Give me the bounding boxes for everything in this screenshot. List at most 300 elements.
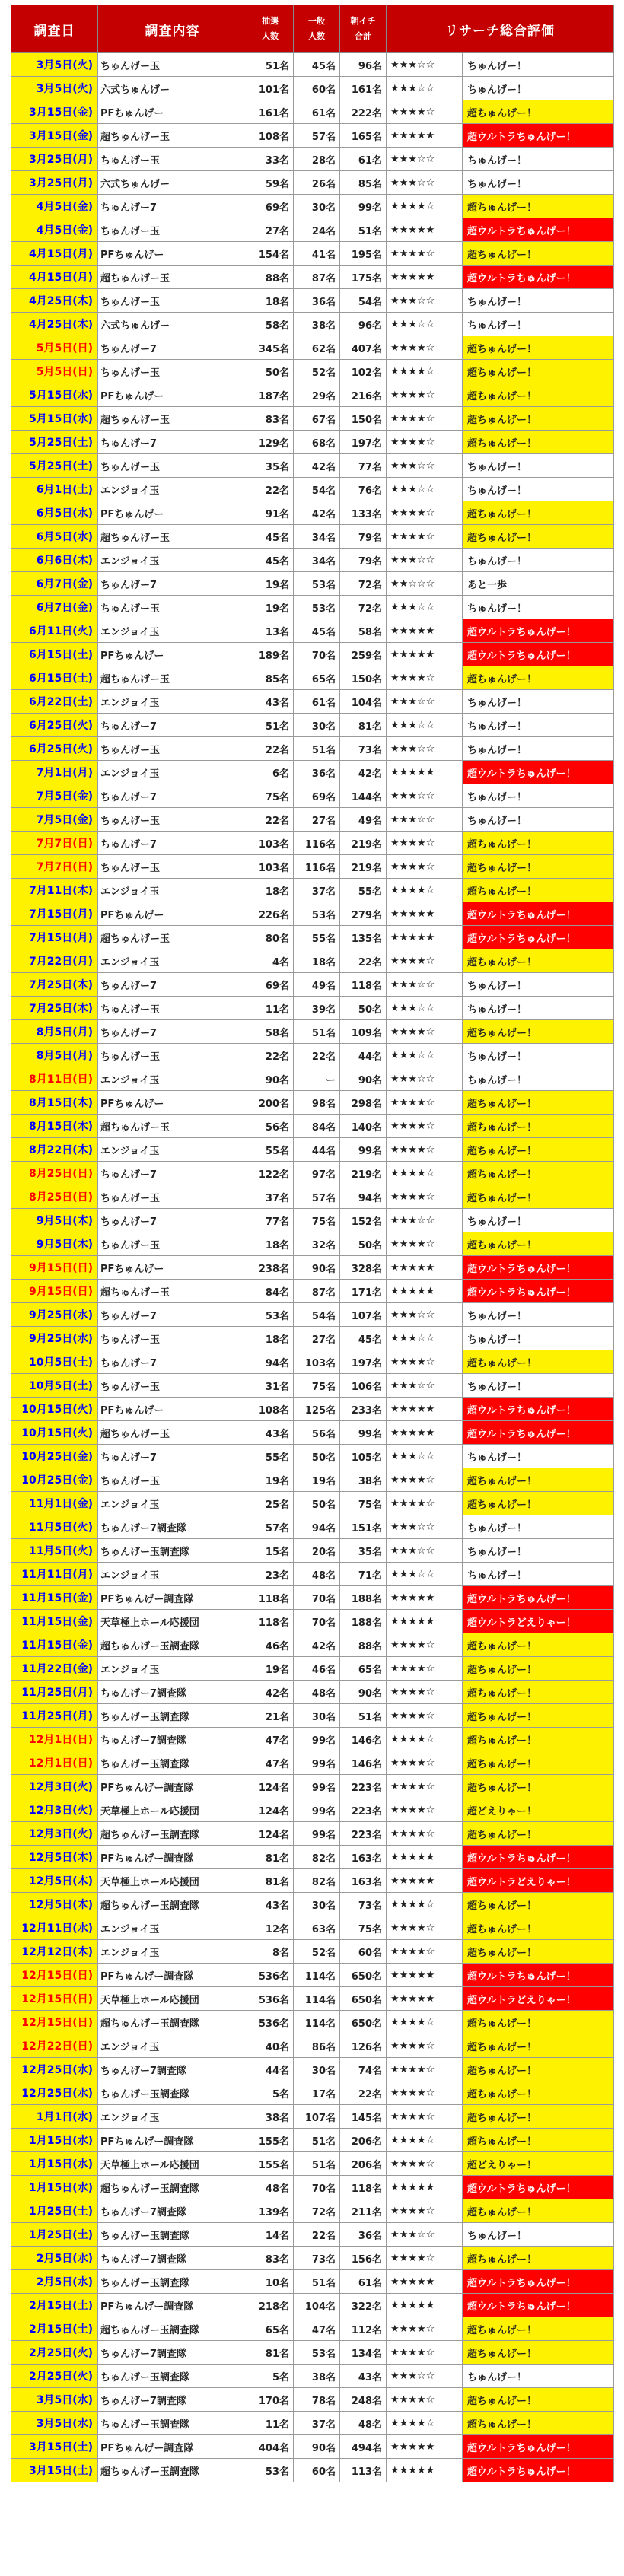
total-cell: 146名 <box>340 1751 387 1775</box>
general-cell: 42名 <box>294 501 340 525</box>
content-cell: ちゅんげー7調査隊 <box>98 1681 247 1704</box>
lottery-cell: 55名 <box>247 1445 294 1468</box>
content-cell: 六式ちゅんげー <box>98 171 247 195</box>
table-row <box>11 2294 614 2317</box>
lottery-cell: 124名 <box>247 1822 294 1846</box>
stars-cell: ★★★☆☆ <box>387 1209 463 1232</box>
total-cell: 134名 <box>340 2341 387 2365</box>
stars-cell: ★★★★☆ <box>387 2247 463 2270</box>
lottery-cell: 101名 <box>247 77 294 100</box>
header-lottery-line2: 人数 <box>262 31 279 41</box>
lottery-cell: 18名 <box>247 1327 294 1350</box>
total-cell: 45名 <box>340 1327 387 1350</box>
evaluation-cell: 超ウルトラちゅんげー！ <box>463 643 614 666</box>
table-row <box>11 879 614 902</box>
stars-cell: ★★★☆☆ <box>387 1445 463 1468</box>
stars-cell: ★★★★★ <box>387 124 463 148</box>
evaluation-cell: 超ウルトラちゅんげー！ <box>463 124 614 148</box>
table-row <box>11 2034 614 2058</box>
lottery-cell: 65名 <box>247 2317 294 2341</box>
content-cell: 超ちゅんげー玉 <box>98 124 247 148</box>
general-cell: 116名 <box>294 832 340 855</box>
stars-cell: ★★★☆☆ <box>387 1327 463 1350</box>
total-cell: 104名 <box>340 690 387 714</box>
table-row <box>11 1751 614 1775</box>
table-row <box>11 949 614 973</box>
stars-cell: ★★★☆☆ <box>387 289 463 313</box>
table-row <box>11 1492 614 1515</box>
evaluation-cell: 超ウルトラちゅんげー！ <box>463 1421 614 1445</box>
evaluation-cell: 超ちゅんげー！ <box>463 1822 614 1846</box>
evaluation-cell: ちゅんげー！ <box>463 53 614 77</box>
general-cell: 20名 <box>294 1539 340 1563</box>
general-cell: 46名 <box>294 1657 340 1681</box>
total-cell: 222名 <box>340 100 387 124</box>
evaluation-cell: 超ちゅんげー！ <box>463 336 614 360</box>
lottery-cell: 23名 <box>247 1563 294 1586</box>
content-cell: エンジョイ玉 <box>98 1657 247 1681</box>
evaluation-cell: 超ちゅんげー！ <box>463 2058 614 2081</box>
general-cell: 82名 <box>294 1846 340 1869</box>
stars-cell: ★★★★☆ <box>387 2388 463 2412</box>
evaluation-cell: 超ちゅんげー！ <box>463 360 614 383</box>
date-cell: 8月25日(日) <box>11 1162 98 1185</box>
evaluation-cell: ちゅんげー！ <box>463 1374 614 1398</box>
general-cell: 73名 <box>294 2247 340 2270</box>
content-cell: 超ちゅんげー玉調査隊 <box>98 2459 247 2482</box>
total-cell: 58名 <box>340 619 387 643</box>
evaluation-cell: ちゅんげー！ <box>463 808 614 832</box>
general-cell: 51名 <box>294 1020 340 1044</box>
lottery-cell: 46名 <box>247 1633 294 1657</box>
general-cell: 82名 <box>294 1869 340 1893</box>
stars-cell: ★★★★★ <box>387 1869 463 1893</box>
date-cell: 6月5日(水) <box>11 525 98 549</box>
stars-cell: ★★★★☆ <box>387 431 463 454</box>
date-cell: 11月1日(金) <box>11 1492 98 1515</box>
header-total <box>340 5 387 53</box>
stars-cell: ★★★★★ <box>387 2294 463 2317</box>
lottery-cell: 4名 <box>247 949 294 973</box>
date-cell: 10月15日(火) <box>11 1421 98 1445</box>
lottery-cell: 45名 <box>247 549 294 572</box>
total-cell: 145名 <box>340 2105 387 2129</box>
total-cell: 650名 <box>340 1987 387 2011</box>
evaluation-cell: 超どえりゃー！ <box>463 1798 614 1822</box>
table-row <box>11 549 614 572</box>
table-row <box>11 1586 614 1610</box>
table-row <box>11 336 614 360</box>
table-row <box>11 714 614 737</box>
evaluation-cell: ちゅんげー！ <box>463 784 614 808</box>
evaluation-cell: ちゅんげー！ <box>463 289 614 313</box>
table-row <box>11 643 614 666</box>
stars-cell: ★★★★★ <box>387 266 463 289</box>
general-cell: 107名 <box>294 2105 340 2129</box>
lottery-cell: 47名 <box>247 1751 294 1775</box>
lottery-cell: 43名 <box>247 690 294 714</box>
stars-cell: ★★★★★ <box>387 1421 463 1445</box>
date-cell: 11月25日(月) <box>11 1704 98 1728</box>
table-row <box>11 1232 614 1256</box>
total-cell: 150名 <box>340 407 387 431</box>
lottery-cell: 51名 <box>247 53 294 77</box>
content-cell: 天草極上ホール応援団 <box>98 1987 247 2011</box>
total-cell: 65名 <box>340 1657 387 1681</box>
general-cell: 51名 <box>294 2270 340 2294</box>
lottery-cell: 170名 <box>247 2388 294 2412</box>
lottery-cell: 83名 <box>247 2247 294 2270</box>
date-cell: 6月22日(土) <box>11 690 98 714</box>
lottery-cell: 47名 <box>247 1728 294 1751</box>
content-cell: ちゅんげー7 <box>98 973 247 997</box>
lottery-cell: 11名 <box>247 2412 294 2435</box>
general-cell: 54名 <box>294 1303 340 1327</box>
date-cell: 4月15日(月) <box>11 242 98 266</box>
stars-cell: ★★★★☆ <box>387 2105 463 2129</box>
date-cell: 4月25日(木) <box>11 289 98 313</box>
content-cell: ちゅんげー7 <box>98 1350 247 1374</box>
table-row <box>11 1893 614 1916</box>
content-cell: 超ちゅんげー玉 <box>98 666 247 690</box>
content-cell: ちゅんげー玉 <box>98 737 247 761</box>
general-cell: 38名 <box>294 2365 340 2388</box>
table-row <box>11 2388 614 2412</box>
stars-cell: ★★★★☆ <box>387 1657 463 1681</box>
date-cell: 2月25日(火) <box>11 2365 98 2388</box>
evaluation-cell: 超ウルトラちゅんげー！ <box>463 2270 614 2294</box>
lottery-cell: 118名 <box>247 1610 294 1633</box>
evaluation-cell: 超ちゅんげー！ <box>463 2388 614 2412</box>
table-row <box>11 784 614 808</box>
stars-cell: ★★★★☆ <box>387 1633 463 1657</box>
content-cell: ちゅんげー7 <box>98 195 247 218</box>
stars-cell: ★★★★☆ <box>387 2412 463 2435</box>
stars-cell: ★★★★☆ <box>387 855 463 879</box>
evaluation-cell: 超ちゅんげー！ <box>463 195 614 218</box>
header-general-line1: 一般 <box>308 16 325 26</box>
general-cell: 19名 <box>294 1468 340 1492</box>
table-row <box>11 1044 614 1067</box>
content-cell: ちゅんげー7調査隊 <box>98 2199 247 2223</box>
content-cell: ちゅんげー玉調査隊 <box>98 1704 247 1728</box>
lottery-cell: 155名 <box>247 2152 294 2176</box>
stars-cell: ★★★★★ <box>387 1398 463 1421</box>
stars-cell: ★★★★★ <box>387 1846 463 1869</box>
general-cell: 50名 <box>294 1492 340 1515</box>
table-row <box>11 1539 614 1563</box>
total-cell: 109名 <box>340 1020 387 1044</box>
evaluation-cell: ちゅんげー！ <box>463 714 614 737</box>
general-cell: 68名 <box>294 431 340 454</box>
general-cell: 26名 <box>294 171 340 195</box>
date-cell: 11月25日(月) <box>11 1681 98 1704</box>
evaluation-cell: 超ちゅんげー！ <box>463 1138 614 1162</box>
content-cell: ちゅんげー7 <box>98 1162 247 1185</box>
content-cell: PFちゅんげー調査隊 <box>98 1964 247 1987</box>
total-cell: 150名 <box>340 666 387 690</box>
lottery-cell: 218名 <box>247 2294 294 2317</box>
stars-cell: ★★☆☆☆ <box>387 572 463 596</box>
header-general-line2: 人数 <box>308 31 325 41</box>
general-cell: 42名 <box>294 454 340 478</box>
content-cell: エンジョイ玉 <box>98 2034 247 2058</box>
content-cell: ちゅんげー7調査隊 <box>98 1728 247 1751</box>
stars-cell: ★★★☆☆ <box>387 1044 463 1067</box>
table-row <box>11 1350 614 1374</box>
stars-cell: ★★★☆☆ <box>387 690 463 714</box>
total-cell: 51名 <box>340 1704 387 1728</box>
date-cell: 5月15日(水) <box>11 383 98 407</box>
total-cell: 49名 <box>340 808 387 832</box>
lottery-cell: 536名 <box>247 1987 294 2011</box>
lottery-cell: 83名 <box>247 407 294 431</box>
total-cell: 223名 <box>340 1798 387 1822</box>
content-cell: ちゅんげー7 <box>98 714 247 737</box>
date-cell: 12月15日(日) <box>11 1987 98 2011</box>
evaluation-cell: 超ちゅんげー！ <box>463 525 614 549</box>
content-cell: ちゅんげー玉 <box>98 808 247 832</box>
content-cell: ちゅんげー玉 <box>98 360 247 383</box>
evaluation-cell: 超ちゅんげー！ <box>463 949 614 973</box>
date-cell: 7月25日(木) <box>11 997 98 1020</box>
general-cell: 39名 <box>294 997 340 1020</box>
evaluation-cell: 超ウルトラちゅんげー！ <box>463 266 614 289</box>
total-cell: 35名 <box>340 1539 387 1563</box>
general-cell: 116名 <box>294 855 340 879</box>
evaluation-cell: 超ちゅんげー！ <box>463 2011 614 2034</box>
evaluation-cell: 超ちゅんげー！ <box>463 407 614 431</box>
general-cell: 125名 <box>294 1398 340 1421</box>
stars-cell: ★★★☆☆ <box>387 1303 463 1327</box>
stars-cell: ★★★☆☆ <box>387 784 463 808</box>
general-cell: 114名 <box>294 2011 340 2034</box>
lottery-cell: 69名 <box>247 973 294 997</box>
total-cell: 298名 <box>340 1091 387 1115</box>
stars-cell: ★★★☆☆ <box>387 808 463 832</box>
stars-cell: ★★★★☆ <box>387 2081 463 2105</box>
date-cell: 5月25日(土) <box>11 431 98 454</box>
stars-cell: ★★★★☆ <box>387 2058 463 2081</box>
stars-cell: ★★★★☆ <box>387 360 463 383</box>
content-cell: ちゅんげー7 <box>98 784 247 808</box>
table-row <box>11 289 614 313</box>
content-cell: PFちゅんげー <box>98 1256 247 1280</box>
evaluation-cell: 超ウルトラちゅんげー！ <box>463 1586 614 1610</box>
content-cell: エンジョイ玉 <box>98 761 247 784</box>
content-cell: PFちゅんげー調査隊 <box>98 2294 247 2317</box>
content-cell: ちゅんげー玉 <box>98 1044 247 1067</box>
table-row <box>11 454 614 478</box>
general-cell: 67名 <box>294 407 340 431</box>
stars-cell: ★★★★☆ <box>387 1775 463 1798</box>
general-cell: 27名 <box>294 808 340 832</box>
evaluation-cell: 超ちゅんげー！ <box>463 1728 614 1751</box>
table-row <box>11 1846 614 1869</box>
stars-cell: ★★★★★ <box>387 1586 463 1610</box>
stars-cell: ★★★★☆ <box>387 1350 463 1374</box>
content-cell: ちゅんげー玉調査隊 <box>98 1751 247 1775</box>
lottery-cell: 103名 <box>247 855 294 879</box>
evaluation-cell: 超ちゅんげー！ <box>463 1916 614 1940</box>
total-cell: 219名 <box>340 855 387 879</box>
evaluation-cell: 超ちゅんげー！ <box>463 1633 614 1657</box>
evaluation-cell: 超ちゅんげー！ <box>463 1657 614 1681</box>
total-cell: 195名 <box>340 242 387 266</box>
lottery-cell: 80名 <box>247 926 294 949</box>
content-cell: PFちゅんげー <box>98 100 247 124</box>
lottery-cell: 18名 <box>247 1232 294 1256</box>
general-cell: 75名 <box>294 1374 340 1398</box>
content-cell: ちゅんげー玉 <box>98 1327 247 1350</box>
stars-cell: ★★★★☆ <box>387 1115 463 1138</box>
lottery-cell: 129名 <box>247 431 294 454</box>
lottery-cell: 57名 <box>247 1515 294 1539</box>
general-cell: 24名 <box>294 218 340 242</box>
lottery-cell: 5名 <box>247 2365 294 2388</box>
lottery-cell: 84名 <box>247 1280 294 1303</box>
date-cell: 7月11日(木) <box>11 879 98 902</box>
lottery-cell: 33名 <box>247 148 294 171</box>
evaluation-cell: ちゅんげー！ <box>463 1563 614 1586</box>
lottery-cell: 536名 <box>247 2011 294 2034</box>
date-cell: 11月5日(火) <box>11 1539 98 1563</box>
evaluation-cell: 超ウルトラちゅんげー！ <box>463 902 614 926</box>
content-cell: ちゅんげー玉 <box>98 1468 247 1492</box>
general-cell: 51名 <box>294 737 340 761</box>
content-cell: 天草極上ホール応援団 <box>98 1869 247 1893</box>
total-cell: 650名 <box>340 1964 387 1987</box>
table-row <box>11 2247 614 2270</box>
header-lottery <box>247 5 294 53</box>
date-cell: 10月25日(金) <box>11 1468 98 1492</box>
evaluation-cell: ちゅんげー！ <box>463 454 614 478</box>
date-cell: 11月15日(金) <box>11 1633 98 1657</box>
stars-cell: ★★★★☆ <box>387 1185 463 1209</box>
table-row <box>11 1964 614 1987</box>
general-cell: 99名 <box>294 1751 340 1775</box>
date-cell: 11月15日(金) <box>11 1610 98 1633</box>
total-cell: 151名 <box>340 1515 387 1539</box>
date-cell: 12月5日(木) <box>11 1893 98 1916</box>
general-cell: 61名 <box>294 690 340 714</box>
stars-cell: ★★★★★ <box>387 926 463 949</box>
content-cell: PFちゅんげー <box>98 1091 247 1115</box>
table-row <box>11 313 614 336</box>
table-row <box>11 1020 614 1044</box>
date-cell: 7月7日(日) <box>11 855 98 879</box>
evaluation-cell: 超ウルトラちゅんげー！ <box>463 761 614 784</box>
lottery-cell: 238名 <box>247 1256 294 1280</box>
stars-cell: ★★★★☆ <box>387 195 463 218</box>
table-row <box>11 855 614 879</box>
table-row <box>11 1421 614 1445</box>
content-cell: エンジョイ玉 <box>98 2105 247 2129</box>
stars-cell: ★★★★★ <box>387 761 463 784</box>
content-cell: ちゅんげー玉調査隊 <box>98 2081 247 2105</box>
lottery-cell: 55名 <box>247 1138 294 1162</box>
total-cell: 42名 <box>340 761 387 784</box>
stars-cell: ★★★★☆ <box>387 1916 463 1940</box>
general-cell: 49名 <box>294 973 340 997</box>
date-cell: 7月5日(金) <box>11 784 98 808</box>
evaluation-cell: 超ちゅんげー！ <box>463 2199 614 2223</box>
date-cell: 12月15日(日) <box>11 1964 98 1987</box>
evaluation-cell: ちゅんげー！ <box>463 1445 614 1468</box>
lottery-cell: 19名 <box>247 1657 294 1681</box>
total-cell: 71名 <box>340 1563 387 1586</box>
total-cell: 216名 <box>340 383 387 407</box>
table-row <box>11 1563 614 1586</box>
total-cell: 75名 <box>340 1916 387 1940</box>
date-cell: 3月25日(月) <box>11 148 98 171</box>
lottery-cell: 85名 <box>247 666 294 690</box>
lottery-cell: 18名 <box>247 879 294 902</box>
general-cell: 22名 <box>294 1044 340 1067</box>
evaluation-cell: 超ちゅんげー！ <box>463 1681 614 1704</box>
stars-cell: ★★★☆☆ <box>387 171 463 195</box>
general-cell: 51名 <box>294 2152 340 2176</box>
lottery-cell: 38名 <box>247 2105 294 2129</box>
total-cell: 75名 <box>340 1492 387 1515</box>
date-cell: 5月25日(土) <box>11 454 98 478</box>
evaluation-cell: 超ちゅんげー！ <box>463 2081 614 2105</box>
total-cell: 43名 <box>340 2365 387 2388</box>
total-cell: 38名 <box>340 1468 387 1492</box>
table-row <box>11 1869 614 1893</box>
evaluation-cell: ちゅんげー！ <box>463 1044 614 1067</box>
date-cell: 1月15日(水) <box>11 2129 98 2152</box>
general-cell: 103名 <box>294 1350 340 1374</box>
table-row <box>11 1940 614 1964</box>
table-row <box>11 2176 614 2199</box>
content-cell: 超ちゅんげー玉 <box>98 1421 247 1445</box>
general-cell: 37名 <box>294 879 340 902</box>
evaluation-cell: ちゅんげー！ <box>463 596 614 619</box>
general-cell: 34名 <box>294 549 340 572</box>
total-cell: 407名 <box>340 336 387 360</box>
evaluation-cell: ちゅんげー！ <box>463 690 614 714</box>
table-row <box>11 431 614 454</box>
general-cell: 57名 <box>294 1185 340 1209</box>
date-cell: 4月5日(金) <box>11 218 98 242</box>
evaluation-cell: 超ウルトラちゅんげー！ <box>463 2459 614 2482</box>
date-cell: 12月5日(木) <box>11 1846 98 1869</box>
stars-cell: ★★★☆☆ <box>387 53 463 77</box>
general-cell: 44名 <box>294 1138 340 1162</box>
stars-cell: ★★★☆☆ <box>387 1563 463 1586</box>
content-cell: ちゅんげー7調査隊 <box>98 2247 247 2270</box>
content-cell: PFちゅんげー <box>98 1398 247 1421</box>
table-row <box>11 2317 614 2341</box>
content-cell: ちゅんげー7調査隊 <box>98 2058 247 2081</box>
evaluation-cell: 超ちゅんげー！ <box>463 1775 614 1798</box>
research-table <box>11 5 614 2482</box>
content-cell: ちゅんげー玉 <box>98 289 247 313</box>
total-cell: 76名 <box>340 478 387 501</box>
lottery-cell: 19名 <box>247 572 294 596</box>
date-cell: 2月15日(土) <box>11 2317 98 2341</box>
lottery-cell: 200名 <box>247 1091 294 1115</box>
general-cell: 53名 <box>294 572 340 596</box>
content-cell: ちゅんげー玉 <box>98 855 247 879</box>
total-cell: 197名 <box>340 431 387 454</box>
general-cell: 51名 <box>294 2129 340 2152</box>
research-table-wrapper <box>11 5 613 2482</box>
general-cell: 104名 <box>294 2294 340 2317</box>
general-cell: 70名 <box>294 643 340 666</box>
content-cell: PFちゅんげー <box>98 501 247 525</box>
